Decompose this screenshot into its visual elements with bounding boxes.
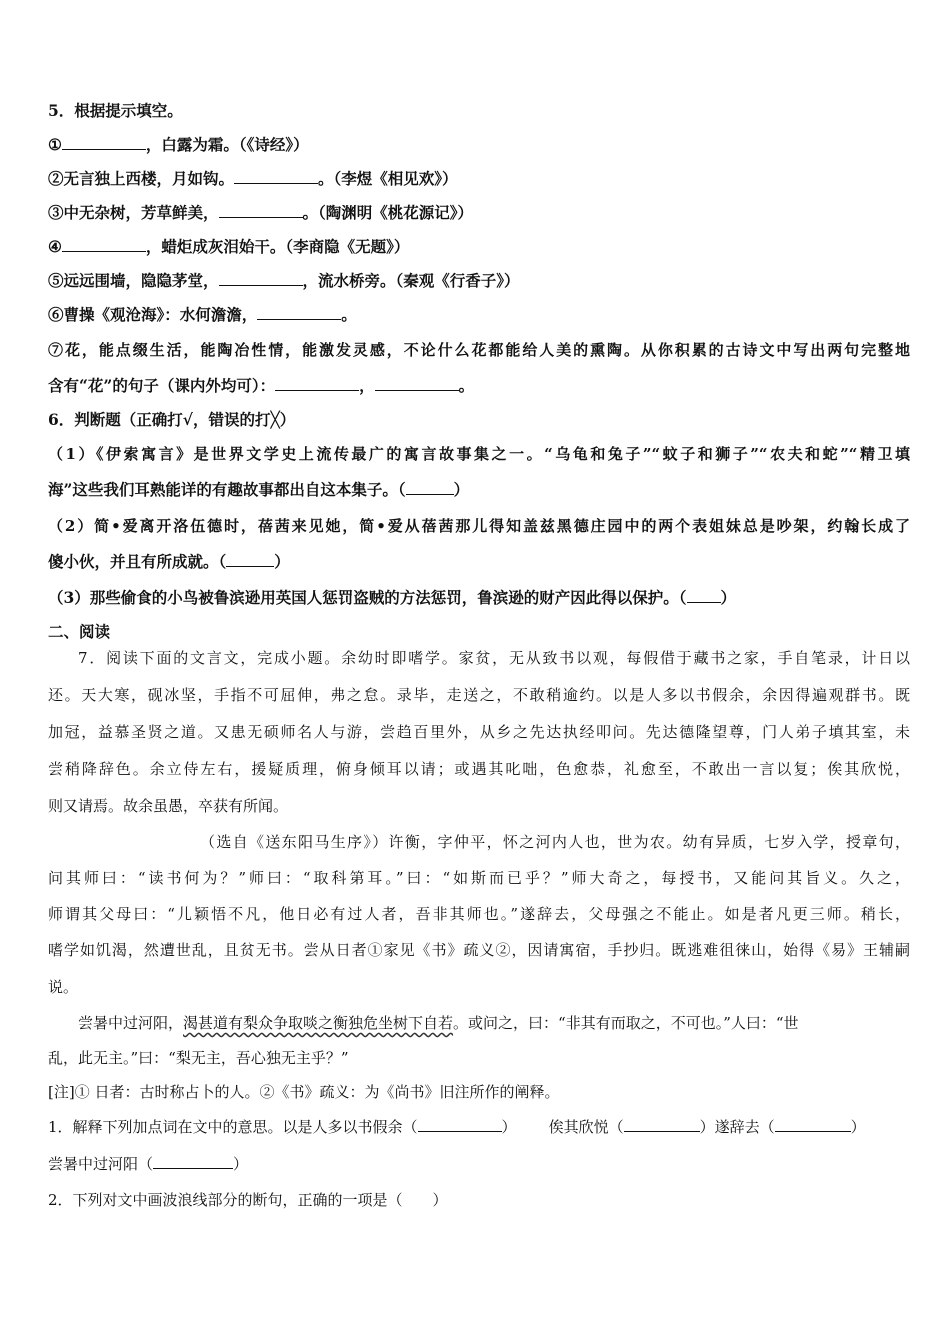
answer-blank[interactable] (257, 304, 341, 320)
q7-sub1-line2-post: ） (233, 1155, 249, 1173)
q5-title: 5．根据提示填空。 (48, 101, 183, 120)
q5-item-6-post: 。 (341, 305, 357, 324)
answer-blank[interactable] (219, 202, 303, 218)
q5-item-7-line1: ⑦花，能点缀生活，能陶冶性情，能激发灵感，不论什么花都能给人美的熏陶。从你积累的古诗文中写出两句完整地 (48, 341, 910, 359)
answer-blank[interactable] (624, 1116, 700, 1132)
q6-s3 (48, 586, 910, 610)
q5-item-2-post: 。（李煜《相见欢》） (318, 169, 458, 188)
q7-sub1-line2 (48, 1152, 910, 1176)
q7-p1-line4: 尝稍降辞色。余立侍左右，援疑质理，俯身倾耳以请；或遇其叱咄，色愈恭，礼愈至，不敢出一言以复；俟其欣悦， (48, 760, 910, 778)
q7-sub1-line2-pre: 尝暑中过河阳（ (48, 1155, 154, 1173)
q7-p2-line1: （选自《送东阳马生序》）许衡，字仲平，怀之河内人也，世为农。幼有异质，七岁入学，授章句， (200, 833, 910, 851)
q7-sub1-d: ）遂辞去（ (699, 1118, 775, 1136)
q7-sub1-e: ） (850, 1118, 866, 1136)
answer-blank[interactable] (219, 270, 303, 286)
q5-item-1-post: ，白露为霜。（《诗经》） (145, 135, 309, 154)
answer-blank[interactable] (406, 479, 454, 495)
q5-item-5 (48, 269, 910, 293)
answer-blank[interactable] (226, 551, 274, 567)
q5-item-1-pre: ① (48, 135, 62, 154)
section-heading: 二、阅读 (48, 622, 111, 641)
q5-item-4-pre: ④ (48, 237, 62, 256)
q5-item-2 (48, 167, 910, 191)
q7-p3-line2: 乱，此无主。”曰：“梨无主，吾心独无主乎？” (48, 1049, 349, 1067)
q7-p2-line4: 嗜学如饥渴，然遭世乱，且贫无书。尝从日者①家见《书》疏义②，因请寓宿，手抄归。既逃难徂徕山，始得《易》王辅嗣 (48, 941, 910, 959)
q5-item-3-pre: ③中无杂树，芳草鲜美， (48, 203, 219, 222)
q5-item-1 (48, 133, 910, 157)
q5-item-5-pre: ⑤远远围墙，隐隐茅堂， (48, 271, 219, 290)
q5-item-5-post: ，流水桥旁。（秦观《行香子》） (302, 271, 520, 290)
q6-s2-line2 (48, 550, 910, 574)
q7-sub1-a: 1．解释下列加点词在文中的意思。以是人多以书假余（ (48, 1118, 418, 1136)
q7-p3-line1 (78, 1011, 910, 1035)
q5-item-3-post: 。（陶渊明《桃花源记》） (302, 203, 474, 222)
q6-s3-post: ） (720, 588, 737, 607)
answer-blank[interactable] (418, 1116, 502, 1132)
q5-item-7-pre: 含有“花”的句子（课内外均可）： (48, 376, 276, 395)
q7-sub2: 2．下列对文中画波浪线部分的断句，正确的一项是（ ） (48, 1191, 448, 1209)
answer-blank[interactable] (775, 1116, 851, 1132)
q6-s2-post: ） (274, 552, 290, 571)
answer-blank[interactable] (234, 168, 318, 184)
answer-blank[interactable] (687, 587, 721, 603)
q6-s3-pre: （3）那些偷食的小鸟被鲁滨逊用英国人惩罚盗贼的方法惩罚，鲁滨逊的财产因此得以保护。（ (48, 588, 687, 607)
q6-s1-line1: （1）《伊索寓言》是世界文学史上流传最广的寓言故事集之一。“乌龟和兔子”“蚊子和狮子”“农夫和蛇”“精卫填 (48, 445, 910, 463)
answer-blank[interactable] (275, 375, 359, 391)
q5-item-2-pre: ②无言独上西楼，月如钩。 (48, 169, 235, 188)
wavy-underlined-text: 渴甚道有梨众争取啖之衡独危坐树下自若 (183, 1014, 454, 1032)
q7-p2-line3: 师谓其父母曰：“儿颖悟不凡，他日必有过人者，吾非其师也。”遂辞去，父母强之不能止。如是者凡更三师。稍长， (48, 905, 910, 923)
q7-p2-line5: 说。 (48, 978, 79, 996)
q7-p1-line5: 则又请焉。故余虽愚，卒获有所闻。 (48, 797, 289, 815)
q5-item-7-line2 (48, 374, 910, 398)
q5-item-3 (48, 201, 910, 225)
q7-sub1-c: 俟其欣悦（ (548, 1118, 624, 1136)
q5-item-6 (48, 303, 910, 327)
q7-note: [注]① 日者：古时称占卜的人。②《书》疏义：为《尚书》旧注所作的阐释。 (48, 1083, 560, 1101)
q5-item-4 (48, 235, 910, 259)
q6-s1-pre: 海”这些我们耳熟能详的有趣故事都出自这本集子。（ (48, 480, 406, 499)
q7-p3-pre: 尝暑中过河阳， (78, 1014, 184, 1032)
q7-p2-line2: 问其师曰：“读书何为？”师曰：“取科第耳。”曰：“如斯而已乎？”师大奇之，每授书，又能问其旨义。久之， (48, 869, 910, 887)
q7-p1-line3: 加冠，益慕圣贤之道。又患无硕师名人与游，尝趋百里外，从乡之先达执经叩问。先达德隆望尊，门人弟子填其室，未 (48, 723, 910, 741)
q6-s2-line1: （2）简•爱离开洛伍德时，蓓茜来见她，简•爱从蓓茜那儿得知盖兹黑德庄园中的两个表姐妹总是吵架，约翰长成了 (48, 517, 910, 535)
q5-item-7-mid: ， (359, 376, 375, 395)
q6-s1-post: ） (453, 480, 470, 499)
answer-blank[interactable] (62, 236, 146, 252)
answer-blank[interactable] (153, 1153, 233, 1169)
q5-item-6-pre: ⑥曹操《观沧海》：水何澹澹， (48, 305, 258, 324)
answer-blank[interactable] (375, 375, 459, 391)
q6-title: 6．判断题（正确打√，错误的打╳） (48, 410, 296, 429)
q5-item-4-post: ，蜡炬成灰泪始干。（李商隐《无题》） (145, 237, 410, 256)
q7-p1-line2: 还。天大寒，砚冰坚，手指不可屈伸，弗之怠。录毕，走送之，不敢稍逾约。以是人多以书假余，余因得遍观群书。既 (48, 686, 910, 704)
q7-sub1-b: ） (501, 1118, 517, 1136)
q6-s1-line2 (48, 478, 910, 502)
q5-item-7-end: 。 (458, 376, 475, 395)
answer-blank[interactable] (62, 134, 146, 150)
q6-s2-pre: 傻小伙，并且有所成就。（ (48, 552, 227, 571)
q7-sub1-line1 (48, 1115, 910, 1139)
q7-p1-line1: 7．阅读下面的文言文，完成小题。余幼时即嗜学。家贫，无从致书以观，每假借于藏书之家，手自笔录，计日以 (78, 649, 910, 667)
q7-p3-post: 。或问之，曰：“非其有而取之，不可也。”人曰：“世 (453, 1014, 799, 1032)
